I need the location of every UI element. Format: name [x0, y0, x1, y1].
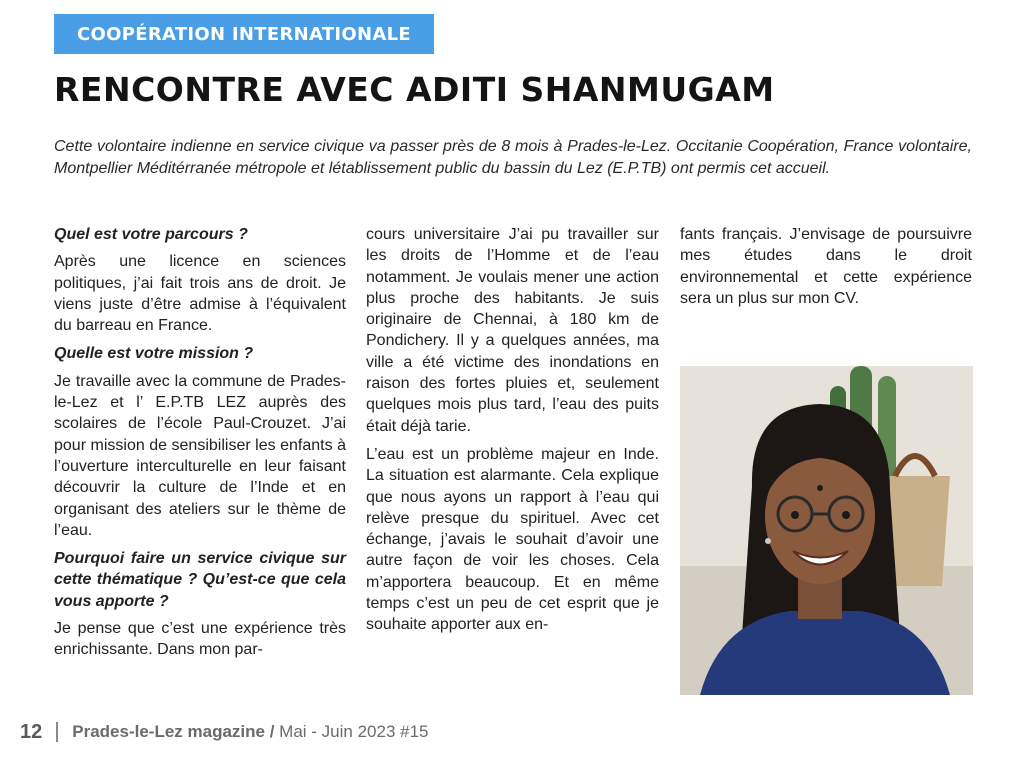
article-headline: RENCONTRE AVEC ADITI SHANMUGAM — [54, 70, 775, 109]
portrait-illustration — [680, 366, 973, 695]
issue-info: Mai - Juin 2023 #15 — [279, 722, 429, 741]
question-parcours: Quel est votre parcours ? — [54, 226, 248, 243]
article-column-2 — [366, 224, 659, 643]
answer-mission: Je travaille avec la commune de Prades-le-Lez et l’ E.P.TB LEZ auprès des scolaires de l’école Paul-Crouzet. J’ai pour mission de sensibiliser les enfants à l’ouverture interculturelle en leur faisant découvrir la culture de l’Inde et en organisant des ateliers sur le thème de l’eau. — [54, 372, 346, 539]
paragraph-eau-inde: L’eau est un problème majeur en Inde. La situation est alarmante. Cela explique que nous ayons un rapport à l’eau qui relève presque du spirituel. Avec cet échange, j’avais le souhait d’avoir une autre façon de voir les choses. Cela m’apportera beaucoup. Et en même temps c’est un peu de cet esprit que je souhaite apporter aux en- — [366, 445, 659, 634]
article-column-1 — [54, 224, 346, 668]
footer-separator — [56, 722, 58, 742]
portrait-photo — [680, 366, 973, 695]
question-mission: Quelle est votre mission ? — [54, 345, 254, 363]
page-footer — [20, 720, 429, 744]
paragraph-conclusion: fants français. J’envisage de poursuivre mes études dans le droit environnemental et cette expérience sera un plus sur mon CV. — [680, 226, 972, 307]
magazine-name: Prades-le-Lez magazine / — [72, 722, 275, 741]
footer-publication — [72, 722, 428, 742]
answer-service-civique-start: Je pense que c’est une expérience très enrichissante. Dans mon par- — [54, 620, 346, 659]
article-column-3 — [680, 224, 972, 316]
page-number: 12 — [20, 720, 43, 743]
article-intro: Cette volontaire indienne en service civique va passer près de 8 mois à Prades-le-Lez. Occitanie Coopération, France volontaire, Montpellier Méditérranée métropole et létablissement public du bassin du Lez (E.P.TB) ont permis cet accueil. — [54, 138, 972, 177]
section-tag: COOPÉRATION INTERNATIONALE — [54, 14, 434, 54]
question-service-civique: Pourquoi faire un service civique sur cette thématique ? Qu’est-ce que cela vous apporte ? — [54, 550, 346, 610]
answer-parcours: Après une licence en sciences politiques, j’ai fait trois ans de droit. Je viens juste d’être admise à l’équivalent du barreau en France. — [54, 253, 346, 335]
paragraph-parcours-chennai: cours universitaire J’ai pu travailler sur les droits de l’Homme et de l’eau notamment. Je voulais mener une action plus proche des habitants. Je suis originaire de Chennai, à 180 km de Pondichery. Il y a quelques années, ma ville a été victime des inondations en raison des fortes pluies et, seulement quelques mois plus tard, l’eau des puits était déjà tarie. — [366, 226, 659, 435]
